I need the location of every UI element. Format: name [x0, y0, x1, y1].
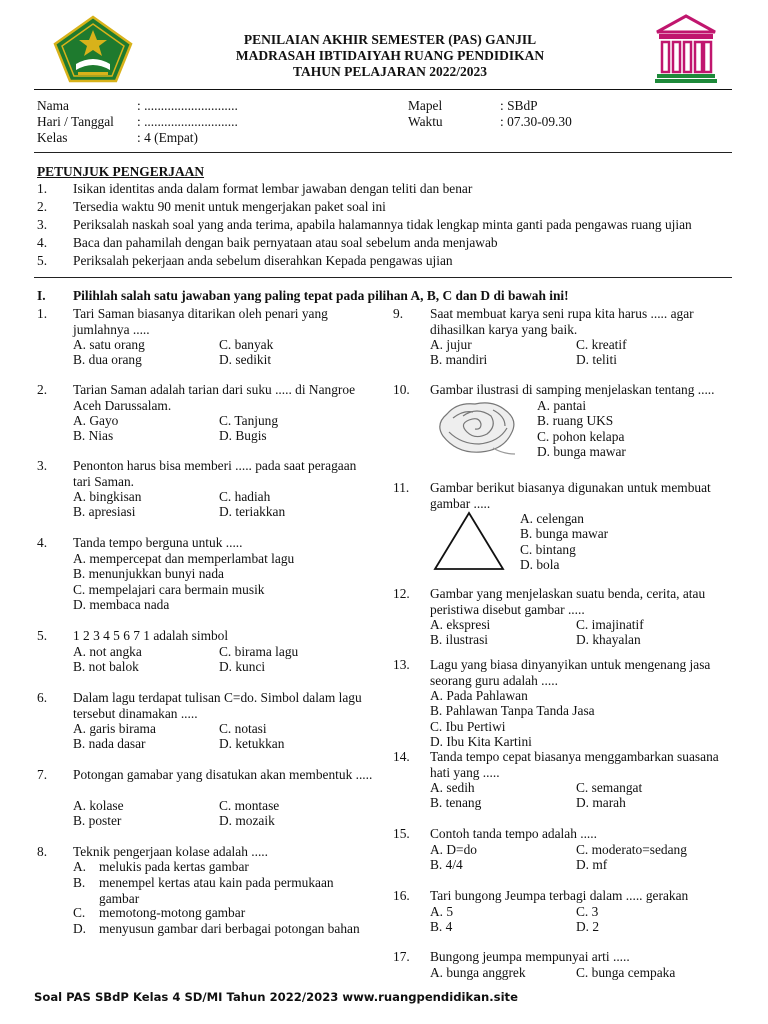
question-stem: Saat membuat karya seni rupa kita harus ..... agar dihasilkan karya yang baik.: [430, 306, 694, 337]
question-stem: Lagu yang biasa dinyanyikan untuk mengenang jasa seorang guru adalah .....: [430, 657, 711, 688]
instruction-text: Baca dan pahamilah dengan baik pernyataan atau soal sebelum anda menjawab: [73, 235, 498, 250]
question-stem: 1 2 3 4 5 6 7 1 adalah simbol: [73, 628, 229, 643]
option-a[interactable]: A. satu orang: [73, 337, 145, 352]
option-c[interactable]: C. notasi: [219, 721, 267, 736]
question-stem: Tari Saman biasanya ditarikan oleh penari yang jumlahnya .....: [73, 306, 328, 337]
option-d-letter: D.: [73, 921, 87, 936]
instruction-text: Periksalah naskah soal yang anda terima, apabila halamannya tidak lengkap minta ganti pada pengawas ruang ujian: [73, 217, 692, 232]
question-stem: Tarian Saman adalah tarian dari suku ..... di Nangroe Aceh Darussalam.: [73, 382, 356, 413]
option-a[interactable]: A. Pada Pahlawan: [430, 688, 528, 703]
question-stem: Potongan gamabar yang disatukan akan membentuk .....: [73, 767, 373, 782]
option-a[interactable]: A. pantai: [537, 398, 587, 413]
question-number: 8.: [37, 844, 48, 859]
option-b[interactable]: menempel kertas atau kain pada permukaan gambar: [99, 875, 334, 906]
instruction-num: 3.: [37, 217, 48, 232]
nama-field[interactable]: : ............................: [137, 98, 238, 113]
option-c[interactable]: memotong-motong gambar: [99, 905, 246, 920]
instruction-num: 5.: [37, 253, 48, 268]
option-d[interactable]: D. khayalan: [576, 632, 641, 647]
question-number: 11.: [393, 480, 410, 495]
option-c[interactable]: C. hadiah: [219, 489, 271, 504]
option-d[interactable]: D. mf: [576, 857, 608, 872]
option-a[interactable]: A. not angka: [73, 644, 142, 659]
question-11: [393, 480, 733, 575]
question-9: [393, 306, 733, 366]
option-b[interactable]: B. 4/4: [430, 857, 463, 872]
option-c[interactable]: C. moderato=sedang: [576, 842, 687, 857]
question-7: [37, 767, 377, 827]
option-d[interactable]: D. teriakkan: [219, 504, 286, 519]
question-14: [393, 749, 733, 809]
option-c[interactable]: C. mempelajari cara bermain musik: [73, 582, 265, 597]
option-b[interactable]: B. ruang UKS: [537, 413, 614, 428]
option-d[interactable]: D. Ibu Kita Kartini: [430, 734, 532, 749]
option-d[interactable]: D. sedikit: [219, 352, 272, 367]
option-b[interactable]: B. ilustrasi: [430, 632, 489, 647]
option-a[interactable]: A. Gayo: [73, 413, 119, 428]
option-d[interactable]: D. marah: [576, 795, 626, 810]
footer-text: Soal PAS SBdP Kelas 4 SD/MI Tahun 2022/2023 www.ruangpendidikan.site: [34, 990, 518, 1004]
question-stem: Teknik pengerjaan kolase adalah .....: [73, 844, 269, 859]
question-number: 14.: [393, 749, 410, 764]
question-stem: Tanda tempo berguna untuk .....: [73, 535, 243, 550]
instruction-text: Isikan identitas anda dalam format lembar jawaban dengan teliti dan benar: [73, 181, 473, 196]
option-c[interactable]: C. birama lagu: [219, 644, 299, 659]
question-number: 4.: [37, 535, 48, 550]
waktu-label: Waktu: [408, 114, 443, 129]
option-d[interactable]: D. ketukkan: [219, 736, 285, 751]
question-stem: Tanda tempo cepat biasanya menggambarkan suasana hati yang .....: [430, 749, 719, 780]
question-number: 12.: [393, 586, 410, 601]
instruction-text: Periksalah pekerjaan anda sebelum diserahkan Kepada pengawas ujian: [73, 253, 453, 268]
question-16: [393, 888, 733, 936]
question-stem: Gambar ilustrasi di samping menjelaskan tentang .....: [430, 382, 715, 397]
option-a[interactable]: A. ekspresi: [430, 617, 491, 632]
question-3: [37, 458, 377, 518]
question-15: [393, 826, 733, 874]
option-b[interactable]: B. menunjukkan bunyi nada: [73, 566, 224, 581]
question-number: 9.: [393, 306, 404, 321]
question-13: [393, 657, 733, 749]
option-c[interactable]: C. Tanjung: [219, 413, 279, 428]
triangle-illustration: [433, 510, 505, 572]
option-a[interactable]: A. bunga anggrek: [430, 965, 526, 980]
option-a[interactable]: A. D=do: [430, 842, 477, 857]
hari-label: Hari / Tanggal: [37, 114, 114, 129]
option-b[interactable]: B. apresiasi: [73, 504, 136, 519]
mapel-label: Mapel: [408, 98, 443, 113]
question-12: [393, 586, 733, 646]
option-b[interactable]: B. 4: [430, 919, 453, 934]
option-a[interactable]: A. sedih: [430, 780, 475, 795]
option-b[interactable]: B. not balok: [73, 659, 139, 674]
option-d[interactable]: D. mozaik: [219, 813, 275, 828]
question-number: 6.: [37, 690, 48, 705]
instructions-divider: [34, 277, 732, 278]
option-c[interactable]: C. banyak: [219, 337, 274, 352]
exam-title: PENILAIAN AKHIR SEMESTER (PAS) GANJIL: [243, 32, 537, 47]
instruction-num: 2.: [37, 199, 48, 214]
question-17: [393, 949, 733, 983]
academic-year: TAHUN PELAJARAN 2022/2023: [292, 64, 487, 79]
option-d[interactable]: D. bola: [520, 557, 560, 572]
question-stem: Dalam lagu terdapat tulisan C=do. Simbol dalam lagu tersebut dinamakan .....: [73, 690, 362, 721]
option-c[interactable]: C. imajinatif: [576, 617, 644, 632]
identity-divider: [34, 152, 732, 153]
option-c[interactable]: C. pohon kelapa: [537, 429, 625, 444]
question-stem: Contoh tanda tempo adalah .....: [430, 826, 597, 841]
question-10: [393, 382, 733, 462]
option-d[interactable]: D. 2: [576, 919, 600, 934]
option-b[interactable]: B. poster: [73, 813, 122, 828]
question-number: 7.: [37, 767, 48, 782]
mapel-value: : SBdP: [500, 98, 538, 113]
kelas-value: : 4 (Empat): [137, 130, 198, 145]
nama-label: Nama: [37, 98, 69, 113]
option-d[interactable]: menyusun gambar dari berbagai potongan bahan: [99, 921, 360, 936]
option-b[interactable]: B. Pahlawan Tanpa Tanda Jasa: [430, 703, 595, 718]
question-number: 5.: [37, 628, 48, 643]
option-b[interactable]: B. bunga mawar: [520, 526, 609, 541]
question-number: 3.: [37, 458, 48, 473]
hari-field[interactable]: : ............................: [137, 114, 238, 129]
waktu-value: : 07.30-09.30: [500, 114, 572, 129]
option-d[interactable]: D. Bugis: [219, 428, 267, 443]
question-number: 17.: [393, 949, 410, 964]
option-b[interactable]: B. Nias: [73, 428, 114, 443]
question-stem: Tari bungong Jeumpa terbagi dalam ..... gerakan: [430, 888, 689, 903]
question-number: 16.: [393, 888, 410, 903]
question-number: 13.: [393, 657, 410, 672]
instruction-num: 4.: [37, 235, 48, 250]
option-c[interactable]: C. 3: [576, 904, 599, 919]
option-a[interactable]: A. garis birama: [73, 721, 156, 736]
option-c[interactable]: C. kreatif: [576, 337, 627, 352]
option-c[interactable]: C. montase: [219, 798, 280, 813]
option-c[interactable]: C. bintang: [520, 542, 576, 557]
option-a[interactable]: A. mempercepat dan memperlambat lagu: [73, 551, 295, 566]
question-number: 15.: [393, 826, 410, 841]
question-stem: Penonton harus bisa memberi ..... pada saat peragaan tari Saman.: [73, 458, 357, 489]
option-c[interactable]: C. bunga cempaka: [576, 965, 676, 980]
option-b[interactable]: B. mandiri: [430, 352, 488, 367]
question-stem: Gambar berikut biasanya digunakan untuk membuat gambar .....: [430, 480, 711, 511]
section-num: I.: [37, 288, 46, 303]
question-stem: Bungong jeumpa mempunyai arti .....: [430, 949, 630, 964]
question-2: [37, 382, 377, 442]
kemenag-logo: [50, 14, 136, 84]
kelas-label: Kelas: [37, 130, 68, 145]
option-a[interactable]: A. bingkisan: [73, 489, 142, 504]
question-number: 2.: [37, 382, 48, 397]
header-divider: [34, 89, 732, 90]
question-5: [37, 628, 377, 678]
option-b[interactable]: B. tenang: [430, 795, 482, 810]
rose-illustration: [433, 396, 523, 458]
question-6: [37, 690, 377, 750]
question-stem: Gambar yang menjelaskan suatu benda, cerita, atau peristiwa disebut gambar .....: [430, 586, 706, 617]
question-8: [37, 844, 377, 954]
option-d[interactable]: D. teliti: [576, 352, 617, 367]
section-title: Pilihlah salah satu jawaban yang paling tepat pada pilihan A, B, C dan D di bawah ini!: [73, 288, 569, 303]
school-logo: [653, 14, 719, 84]
option-a[interactable]: A. kolase: [73, 798, 124, 813]
question-4: [37, 535, 377, 615]
option-b-letter: B.: [73, 875, 86, 890]
option-c[interactable]: C. semangat: [576, 780, 643, 795]
instructions-title: PETUNJUK PENGERJAAN: [37, 164, 205, 179]
option-d[interactable]: D. membaca nada: [73, 597, 170, 612]
option-d[interactable]: D. kunci: [219, 659, 266, 674]
instruction-text: Tersedia waktu 90 menit untuk mengerjakan paket soal ini: [73, 199, 386, 214]
instruction-num: 1.: [37, 181, 48, 196]
question-number: 1.: [37, 306, 48, 321]
option-a-letter: A.: [73, 859, 87, 874]
option-c[interactable]: C. Ibu Pertiwi: [430, 719, 506, 734]
option-a[interactable]: A. celengan: [520, 511, 584, 526]
school-name: MADRASAH IBTIDAIYAH RUANG PENDIDIKAN: [235, 48, 545, 63]
option-c-letter: C.: [73, 905, 86, 920]
option-a[interactable]: A. 5: [430, 904, 454, 919]
option-a[interactable]: melukis pada kertas gambar: [99, 859, 249, 874]
option-d[interactable]: D. bunga mawar: [537, 444, 626, 459]
question-1: [37, 306, 377, 366]
question-number: 10.: [393, 382, 410, 397]
option-a[interactable]: A. jujur: [430, 337, 472, 352]
option-b[interactable]: B. nada dasar: [73, 736, 146, 751]
option-b[interactable]: B. dua orang: [73, 352, 142, 367]
